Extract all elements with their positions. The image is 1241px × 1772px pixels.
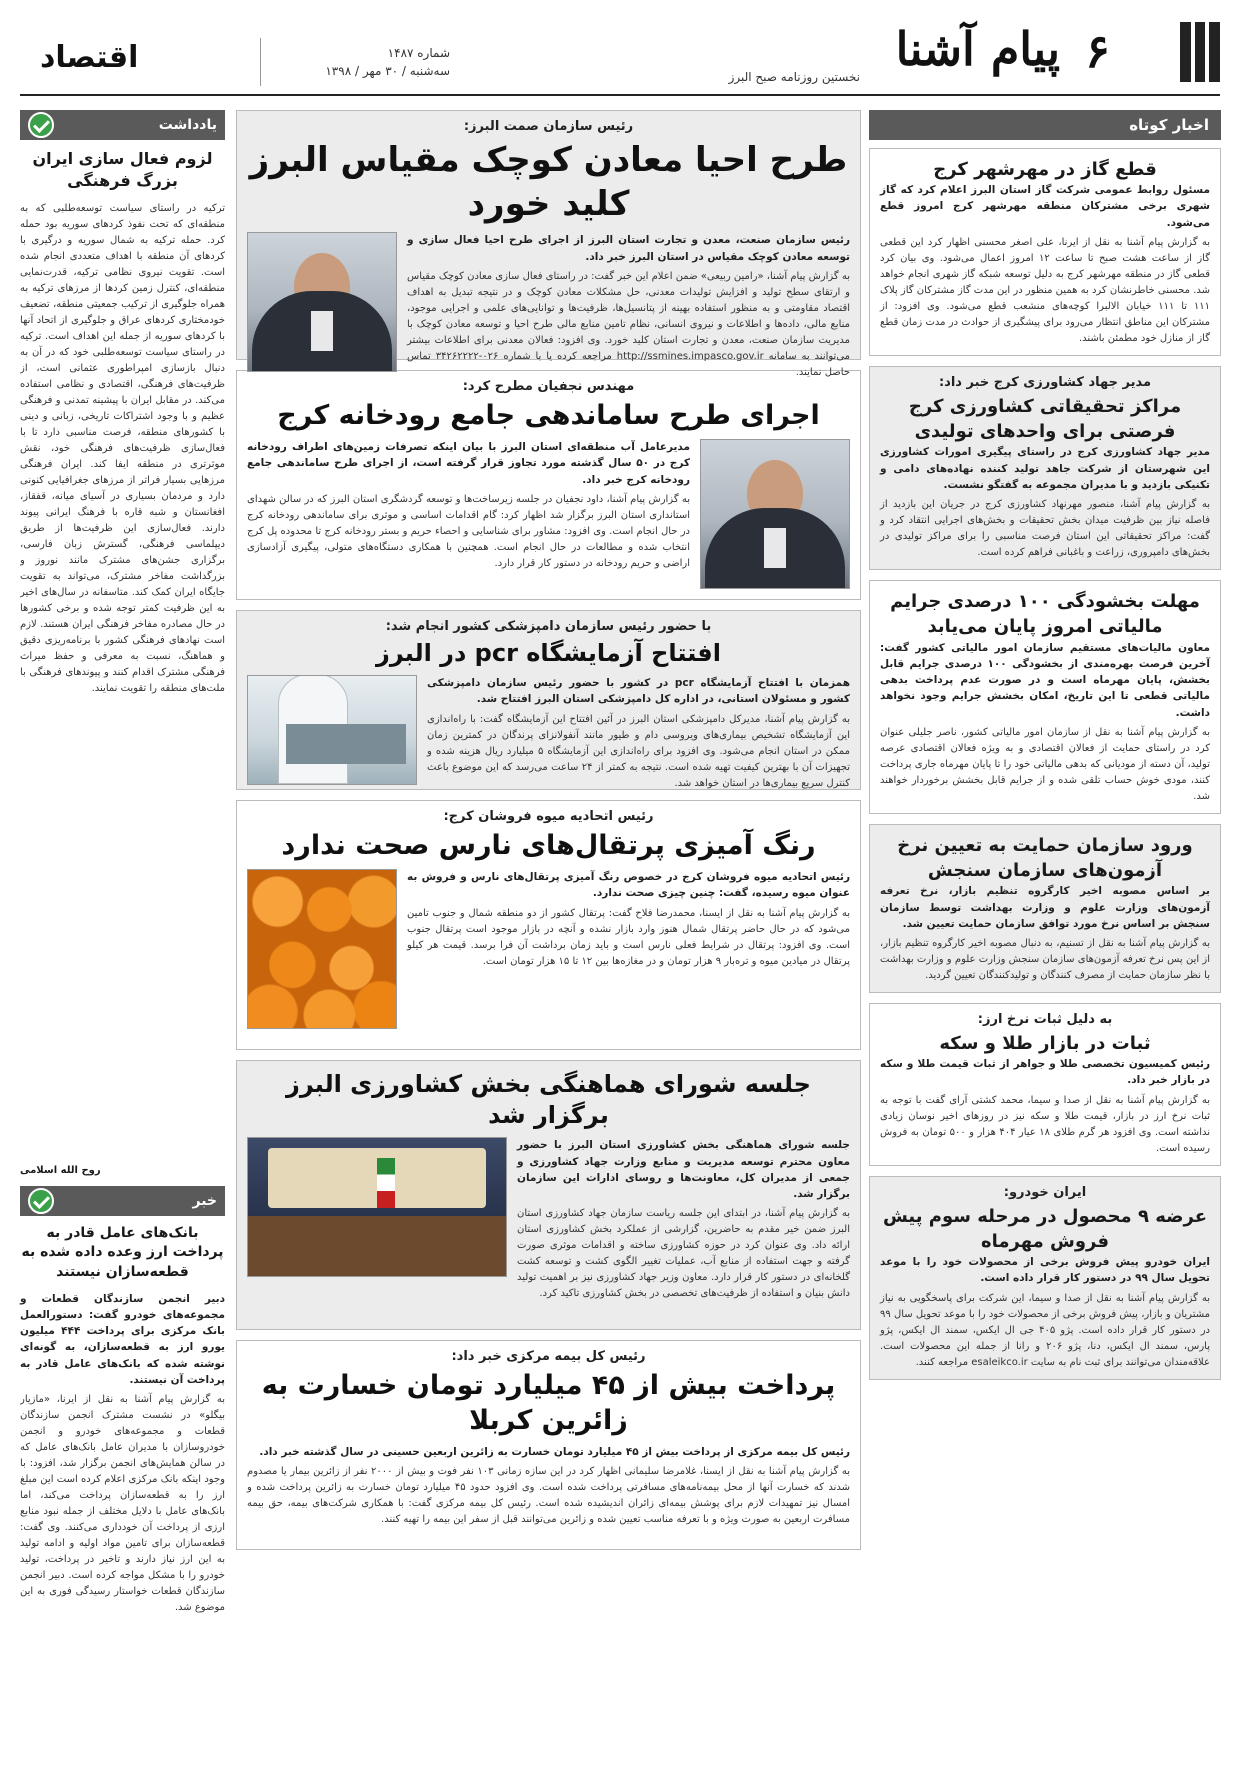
article-lead: رئیس کل بیمه مرکزی از پرداخت بیش از ۴۵ میلیارد تومان خسارت به زائرین اربعین حسینی در سال گذشته خبر داد.	[259, 1446, 850, 1459]
article-lead: جلسه شورای هماهنگی بخش کشاورزی استان البرز با حضور معاون محترم توسعه مدیریت و منابع وزارت جهاد کشاورزی و جمعی از مدیران کل، معاونت‌ها و روسای ادارات این سازمان برگزار شد.	[517, 1139, 850, 1201]
article-kicker: رئیس اتحادیه میوه فروشان کرج:	[443, 809, 654, 824]
news-gold-market	[869, 1003, 1221, 1166]
news-headline: بانک‌های عامل قادر به پرداخت ارز وعده داده شده به قطعه‌سازان نیستند	[21, 1224, 224, 1280]
article-kicker: مهندس نجفیان مطرح کرد:	[462, 379, 635, 394]
article-body: به گزارش پیام آشنا، داود نجفیان در جلسه زیرساخت‌ها و توسعه گردشگری استان البرز که در سالن شهدای استانداری استان البرز برگزار شد اظهار کرد: گام اقدامات اساسی و موثری برای ساماندهی رودخانه کرج در حال انجام است. وی افزود: مشاور برای شناسایی و احصاء حریم و بستر رودخانه کرج تا محدوده پل کرج انتخاب شده و مطالعات در حال انجام است. همچنین با همکاری دستگاه‌های متولی، پیگیری آزادسازی اراضی و حریم رودخانه در دستور کار قرار دارد.	[247, 493, 690, 569]
news-lead: بر اساس مصوبه اخیر کارگروه تنظیم بازار، نرخ تعرفه آزمون‌های وزارت علوم و وزارت بهداشت توسط سازمان سنجش بر اساس نرخ مورد توافق سازمان حمایت تعیین شد.	[880, 885, 1210, 930]
newspaper-logo: پیام آشنا	[895, 22, 1060, 76]
news-headline: ثبات در بازار طلا و سکه	[939, 1033, 1151, 1055]
article-headline: اجرای طرح ساماندهی جامع رودخانه کرج	[277, 400, 820, 431]
news-lead: معاون مالیات‌های مستقیم سازمان امور مالیاتی کشور گفت: آخرین فرصت بهره‌مندی از بخشودگی ۱۰۰ درصدی جرایم قابل بخشش، پایان مهرماه است و در صورت عدم پرداخت بدهی مالیاتی قطعی تا این تاریخ، امکان بخشش جرایم وجود نخواهد داشت.	[880, 641, 1211, 719]
meeting-photo	[247, 1137, 507, 1277]
note-author: روح الله اسلامی	[20, 1164, 101, 1176]
news-body: به گزارش پیام آشنا به نقل از تسنیم، به دنبال مصوبه اخیر کارگروه تنظیم بازار، از این پس نرخ تعرفه آزمون‌های سازمان سنجش وزارت علوم و وزارت بهداشت با نظر سازمان حمایت از مصرف کنندگان و تولیدکنندگان تعیین گردید.	[880, 938, 1210, 982]
news-gas-cut	[869, 148, 1221, 356]
article-kicker: رئیس سازمان صمت البرز:	[463, 119, 634, 134]
news-headline: عرضه ۹ محصول در مرحله سوم پیش فروش مهرماه	[882, 1205, 1208, 1252]
news-agri-research	[869, 366, 1221, 570]
news-kicker: مدیر جهاد کشاورزی کرج خبر داد:	[938, 374, 1152, 390]
article-river	[236, 370, 861, 600]
news-lead: دبیر انجمن سازندگان قطعات و مجموعه‌های خودرو گفت: دستورالعمل بانک مرکزی برای پرداخت ۴۴۴ میلیون یورو ارز به قطعه‌سازان، به گونه‌ای نوشته شده که بانک‌های عامل قادر به پرداخت آن نیستند.	[20, 1292, 225, 1386]
issue-number: شماره ۱۴۸۷	[387, 46, 450, 60]
masthead	[20, 18, 1220, 96]
news-kicker: ایران خودرو:	[1003, 1184, 1087, 1200]
article-lead: رئیس اتحادیه میوه فروشان کرج در خصوص رنگ آمیزی پرتقال‌های نارس و فروش به عنوان میوه رسیده، گفت: چنین چیزی صحت ندارد.	[407, 871, 850, 900]
article-kicker: با حضور رئیس سازمان دامپزشکی کشور انجام شد:	[385, 619, 712, 634]
article-lead: رئیس سازمان صنعت، معدن و تجارت استان البرز از اجرای طرح احیا فعال سازی و توسعه معادن کوچک مقیاس در استان البرز خبر داد.	[407, 234, 850, 263]
article-pcr-lab	[236, 610, 861, 790]
article-body: به گزارش پیام آشنا، مدیرکل دامپزشکی استان البرز در آئین افتتاح این آزمایشگاه گفت: با راه‌اندازی این آزمایشگاه تشخیص بیماری‌های ویروسی دام و طیور مانند آنفولانزای پرندگان در کمترین زمان ممکن در استان انجام می‌شود. وی افزود برای راه‌اندازی این آزمایشگاه ۵ میلیارد ریال هزینه شده و تجهیزات آن با بهترین کیفیت تهیه شده است. نتیجه به کمتر از ۲۴ ساعت می‌رسد که این موضوع باعث کنترل سریع بیماری‌ها در استان خواهد شد.	[427, 713, 850, 789]
news-header	[20, 1186, 225, 1216]
note-body: ترکیه در راستای سیاست توسعه‌طلبی که به منطقه‌ای که تحت نفوذ کردهای سوریه بود حمله کرد. حمله ترکیه به شمال سوریه و درگیری با کردهای آن منطقه با اهداف متعددی انجام شده است. تقویت نیروی نظامی ترکیه، قدرت‌نمایی منطقه‌ای، کنترل زمین کردها از مرزهای ترکیه به همراه جلوگیری از ترکیب جمعیتی منطقه، تضعیف خودمختاری کردهای عراق و جلوگیری از اتحاد آنها با کردهای سوریه از جمله این اهداف است. ترکیه در راستای سیاست توسعه‌طلبی خود که در آن به دنبال بازسازی امپراطوری عثمانی است، از ظرفیت‌های فرهنگی، اقتصادی و نظامی استفاده می‌کند. در مقابل ایران با پیشینه تمدنی و فرهنگی عظیم و با وجود اشتراکات تاریخی، زبانی و دینی با کشورهای منطقه، فرصت مناسبی دارد تا با فعال‌سازی ظرفیت‌های فرهنگی خود، نقش موثرتری در منطقه ایفا کند. ایران فرهنگی مرزهایی بسیار فراتر از مرزهای جغرافیایی کنونی دارد و مردمان بسیاری در آسیای میانه، قفقاز، افغانستان و شبه قاره با فرهنگ ایرانی پیوند دارند. فعال‌سازی این ظرفیت‌ها از طریق دیپلماسی فرهنگی، گسترش زبان فارسی، برگزاری جشن‌های مشترک مانند نوروز و بزرگداشت مفاخر مشترک، می‌تواند به تقویت جایگاه ایران کمک کند. متاسفانه در سال‌های اخیر به این ظرفیت کمتر توجه شده و برخی کشورها در حال مصادره مفاخر فرهنگی ایران هستند. لازم است نهادهای فرهنگی کشور با برنامه‌ریزی دقیق و هماهنگ، نسبت به معرفی و حفظ میراث فرهنگی مشترک اقدام کنند و پیوندهای فرهنگی با ملت‌های منطقه را تقویت نمایند.	[20, 202, 225, 694]
page-number: ۶	[1085, 24, 1110, 78]
article-body: به گزارش پیام آشنا به نقل از ایسنا، محمدرضا فلاح گفت: پرتقال کشور از دو منطقه شمال و جنوب تامین می‌شود که در حال حاضر پرتقال شمال هنوز وارد بازار نشده و آنچه در بازار موجود است پرتقال جنوب است. وی افزود: پرتقال در شرایط فعلی نارس است و باید زمان برداشت آن فرا برسد. قیمت هر کیلو پرتقال در میادین میوه و تره‌بار ۹ هزار تومان و در مغازه‌ها بین ۱۲ تا ۱۵ هزار تومان است.	[407, 907, 850, 967]
article-lead: مدیرعامل آب منطقه‌ای استان البرز با بیان اینکه تصرفات زمین‌های اطراف رودخانه کرج در ۵۰ سال گذشته مورد تجاوز قرار گرفته است، از اجرای طرح ساماندهی جامع رودخانه کرج خبر داد.	[247, 441, 690, 486]
opinion-column	[20, 110, 225, 1752]
news-exam-fees	[869, 824, 1221, 993]
news-headline: ورود سازمان حمایت به تعیین نرخ آزمون‌های سازمان سنجش	[897, 834, 1193, 882]
check-icon	[28, 112, 54, 138]
article-body: به گزارش پیام آشنا، «رامین ربیعی» ضمن اعلام این خبر گفت: در راستای فعال سازی معادن کوچک مقیاس و ارتقای سطح تولید و افزایش تولیدات معدنی، حل مشکلات معادن کوچک و در نتیجه تبدیل به اهداف اقتصاد مقاومتی و به منظور استفاده بهینه از پتانسیل‌ها، ظرفیت‌ها و توانایی‌های علمی و اجرایی موجود، منابع مالی، داده‌ها و اطلاعات و نیروی انسانی، نظام تامین منابع مالی طرح احیا و توسعه معادن کوچک با مدیریت سازمان صنعت، معدن و تجارت استان کلید خورد. وی افزود: فعالان معدنی برای اطلاعات بیشتر می‌توانند به سامانه http://ssmines.impasco.gov.ir مراجعه کرده یا با شماره ۰۲۶-۳۴۲۶۲۲۲۲ تماس حاصل نمایند.	[407, 270, 851, 378]
news-headline: مهلت بخشودگی ۱۰۰ درصدی جرایم مالیاتی امروز پایان می‌یابد	[890, 591, 1200, 638]
note-headline: لزوم فعال سازی ایران بزرگ فرهنگی	[32, 149, 213, 191]
news-lead: ایران خودرو پیش فروش برخی از محصولات خود را با موعد تحویل سال ۹۹ در دستور کار قرار داده است.	[880, 1256, 1210, 1285]
notes-header	[20, 110, 225, 140]
article-oranges	[236, 800, 861, 1050]
official-portrait-photo	[247, 232, 397, 372]
news-body: به گزارش پیام آشنا به نقل از صدا و سیما، محمد کشتی آرای گفت با توجه به ثبات نرخ ارز در بازار، قیمت طلا و سکه نیز در روزهای اخیر نوسان زیادی نداشته است. وی افزود هر گرم طلای ۱۸ عیار ۴۰۴ هزار و ۵۰۰ تومان به فروش رسیده است.	[880, 1094, 1211, 1154]
article-headline: پرداخت بیش از ۴۵ میلیارد تومان خسارت به زائرین کربلا	[261, 1370, 836, 1437]
check-icon	[28, 1188, 54, 1214]
article-headline: جلسه شورای هماهنگی بخش کشاورزی البرز برگزار شد	[286, 1070, 811, 1130]
news-body: به گزارش پیام آشنا به نقل از ایرنا، علی اصغر محسنی اظهار کرد این قطعی گاز از ساعت هشت صبح تا ساعت ۱۲ امروز اعمال می‌شود. وی بیان کرد قطعی گاز در منطقه مهرشهر کرج به دلیل توسعه شبکه گاز شهری انجام خواهد شد. محسنی خاطرنشان کرد به همین منظور در این مدت گاز مشترکان گاز پلاک ۱۱۱ تا ۱۱۱ خیابان الالبرا کوچه‌های منشعب قطع می‌شود. وی افزود: از مشترکان این مناطق انتظار می‌رود برای پیشگیری از حوادث در مدت زمان قطع گاز از منازل خود مطمئن باشند.	[880, 236, 1211, 344]
news-body: به گزارش پیام آشنا به نقل از ایرنا، «مازیار بیگلو» در نشست مشترک انجمن سازندگان قطعات و مجموعه‌های خودرو و انجمن خودروسازان با مدیران عامل بانک‌های عامل که در سالن همایش‌های انجمن برگزار شد، افزود: با وجود اینکه بانک مرکزی اعلام کرده است این مبلغ ارز را به قطعه‌سازان پرداخت می‌کند، اما بانک‌های عامل با دلایل مختلف از جمله نبود منابع ارزی از پرداخت آن خودداری می‌کنند. وی گفت: قطعه‌سازان برای تامین مواد اولیه و ادامه تولید به این ارز نیاز دارند و تاخیر در پرداخت، تولید خودرو را با مشکل مواجه کرده است. دبیر انجمن سازندگان قطعات خواستار رسیدگی فوری به این موضوع شد.	[20, 1394, 225, 1614]
news-lead: مسئول روابط عمومی شرکت گاز استان البرز اعلام کرد که گاز شهری برخی مشترکان منطقه مهرشهر کرج امروز قطع می‌شود.	[880, 184, 1210, 229]
issue-info	[290, 46, 450, 82]
news-headline: مراکز تحقیقاتی کشاورزی کرج فرصتی برای واحدهای تولیدی	[908, 395, 1182, 443]
article-kicker: رئیس کل بیمه مرکزی خبر داد:	[451, 1349, 646, 1364]
news-headline: قطع گاز در مهرشهر کرج	[933, 159, 1157, 180]
news-body: به گزارش پیام آشنا، منصور مهرنهاد کشاورزی کرج در جریان این بازدید از فاصله نیاز بین ظرفیت میدان بخش تحقیقات و بخش‌های اجرایی انتقاد کرد و گفت: مراکز تحقیقاتی این استان فرصت مناسبی را برای مراکز تولیدی در بخش‌های دامپروری، زراعت و باغبانی فراهم کرده است.	[880, 499, 1210, 559]
article-body: به گزارش پیام آشنا به نقل از ایسنا، غلامرضا سلیمانی اظهار کرد در این سازه زمانی ۱۰۳ نفر فوت و بیش از ۲۰۰۰ نفر از زائرین بیمار یا مصدوم شدند که خسارت آنها از محل بیمه‌نامه‌های مسافرتی پرداخت شده است. وی افزود حدود ۴۵ میلیارد تومان خسارت به زائرین پرداخت شده و امسال نیز تمهیدات لازم برای پوشش بیمه‌ای زائران اندیشیده شده است. رئیس کل بیمه مرکزی گفت: با همکاری شرکت‌های بیمه، حق بیمه مسافرت اربعین به صورت ویژه و با تعرفه مناسب تعیین شده و زائرین می‌توانند قبل از سفر این بیمه را تهیه کنند.	[247, 1466, 850, 1526]
main-articles-column	[236, 110, 861, 1752]
article-headline: طرح احیا معادن کوچک مقیاس البرز کلید خورد	[249, 140, 848, 225]
masthead-bars	[1180, 22, 1220, 82]
article-mines	[236, 110, 861, 378]
news-lead: رئیس کمیسیون تخصصی طلا و جواهر از ثبات قیمت طلا و سکه در بازار خبر داد.	[880, 1058, 1210, 1087]
oranges-photo	[247, 869, 397, 1029]
masthead-divider	[260, 38, 261, 86]
article-headline: افتتاح آزمایشگاه pcr در البرز	[376, 639, 721, 667]
news-title: خبر	[192, 1192, 217, 1209]
news-body: به گزارش پیام آشنا به نقل از سازمان امور مالیاتی کشور، ناصر جلیلی عنوان کرد در راستای حمایت از فعالان اقتصادی و به ویژه فعالان اقتصادی عرصه تولید، آن دسته از مودیانی که بدهی مالیاتی خود را تا پایان مهرماه جاری پرداخت کنند، مودی خوش حساب تلقی شده و از جرایم قابل بخشش برخوردار خواهند شد.	[880, 726, 1210, 802]
news-body: به گزارش پیام آشنا به نقل از صدا و سیما، این شرکت برای پاسخگویی به نیاز مشتریان و بازار، پیش فروش برخی از محصولات خود را با موعد تحویل سال ۹۹ در دستور کار قرار داده است. پژو ۴۰۵ جی ال ایکس، سمند ال ایکس، پژو پارس، سمند ال ایکس، دنا، پژو ۲۰۶ و رانا از جمله این محصولات است. علاقه‌مندان می‌توانند برای ثبت نام به سایت esaleikco.ir مراجعه کنند.	[880, 1292, 1211, 1368]
news-kicker: به دلیل ثبات نرخ ارز:	[977, 1012, 1113, 1028]
official-portrait-photo	[700, 439, 850, 589]
news-iran-khodro	[869, 1176, 1221, 1380]
article-lead: همزمان با افتتاح آزمایشگاه pcr در کشور با حضور رئیس سازمان دامپزشکی کشور و مسئولان استانی، در اداره کل دامپزشکی استان البرز افتتاح شد.	[427, 677, 850, 706]
issue-date: سه‌شنبه / ۳۰ مهر / ۱۳۹۸	[325, 64, 450, 78]
article-insurance	[236, 1340, 861, 1550]
lab-photo	[247, 675, 417, 785]
short-news-column	[869, 110, 1221, 1752]
article-agri-council	[236, 1060, 861, 1330]
section-title: اقتصاد	[40, 40, 139, 75]
article-headline: رنگ آمیزی پرتقال‌های نارس صحت ندارد	[281, 830, 816, 861]
article-body: به گزارش پیام آشنا، در ابتدای این جلسه ریاست سازمان جهاد کشاورزی استان البرز ضمن خیر مقدم به حاضرین، گزارشی از عملکرد بخش کشاورزی استان ارائه داد. وی عنوان کرد در حوزه کشاورزی ساخته و اقدامات موثری صورت گرفته و جهت استفاده از منابع آب، عملیات تغییر الگوی کشت و توسعه کشت گلخانه‌ای در دستور کار قرار دارد. معاون وزیر جهاد کشاورزی نیز بر اهمیت تولید دانش بنیان و استفاده از ظرفیت‌های تخصصی در بخش کشاورزی تاکید کرد.	[517, 1208, 850, 1300]
news-tax-deadline	[869, 580, 1221, 814]
notes-title: یادداشت	[158, 117, 217, 133]
short-news-header: اخبار کوتاه	[869, 110, 1221, 140]
tagline: نخستین روزنامه صبح البرز	[728, 70, 860, 84]
news-lead: مدیر جهاد کشاورزی کرج در راستای پیگیری امورات کشاورزی این شهرستان از شرکت جاهد تولید کننده نهاده‌های دامی و تکنیکی بازدید و با مدیران مجموعه به گفتگو نشست.	[880, 446, 1210, 491]
